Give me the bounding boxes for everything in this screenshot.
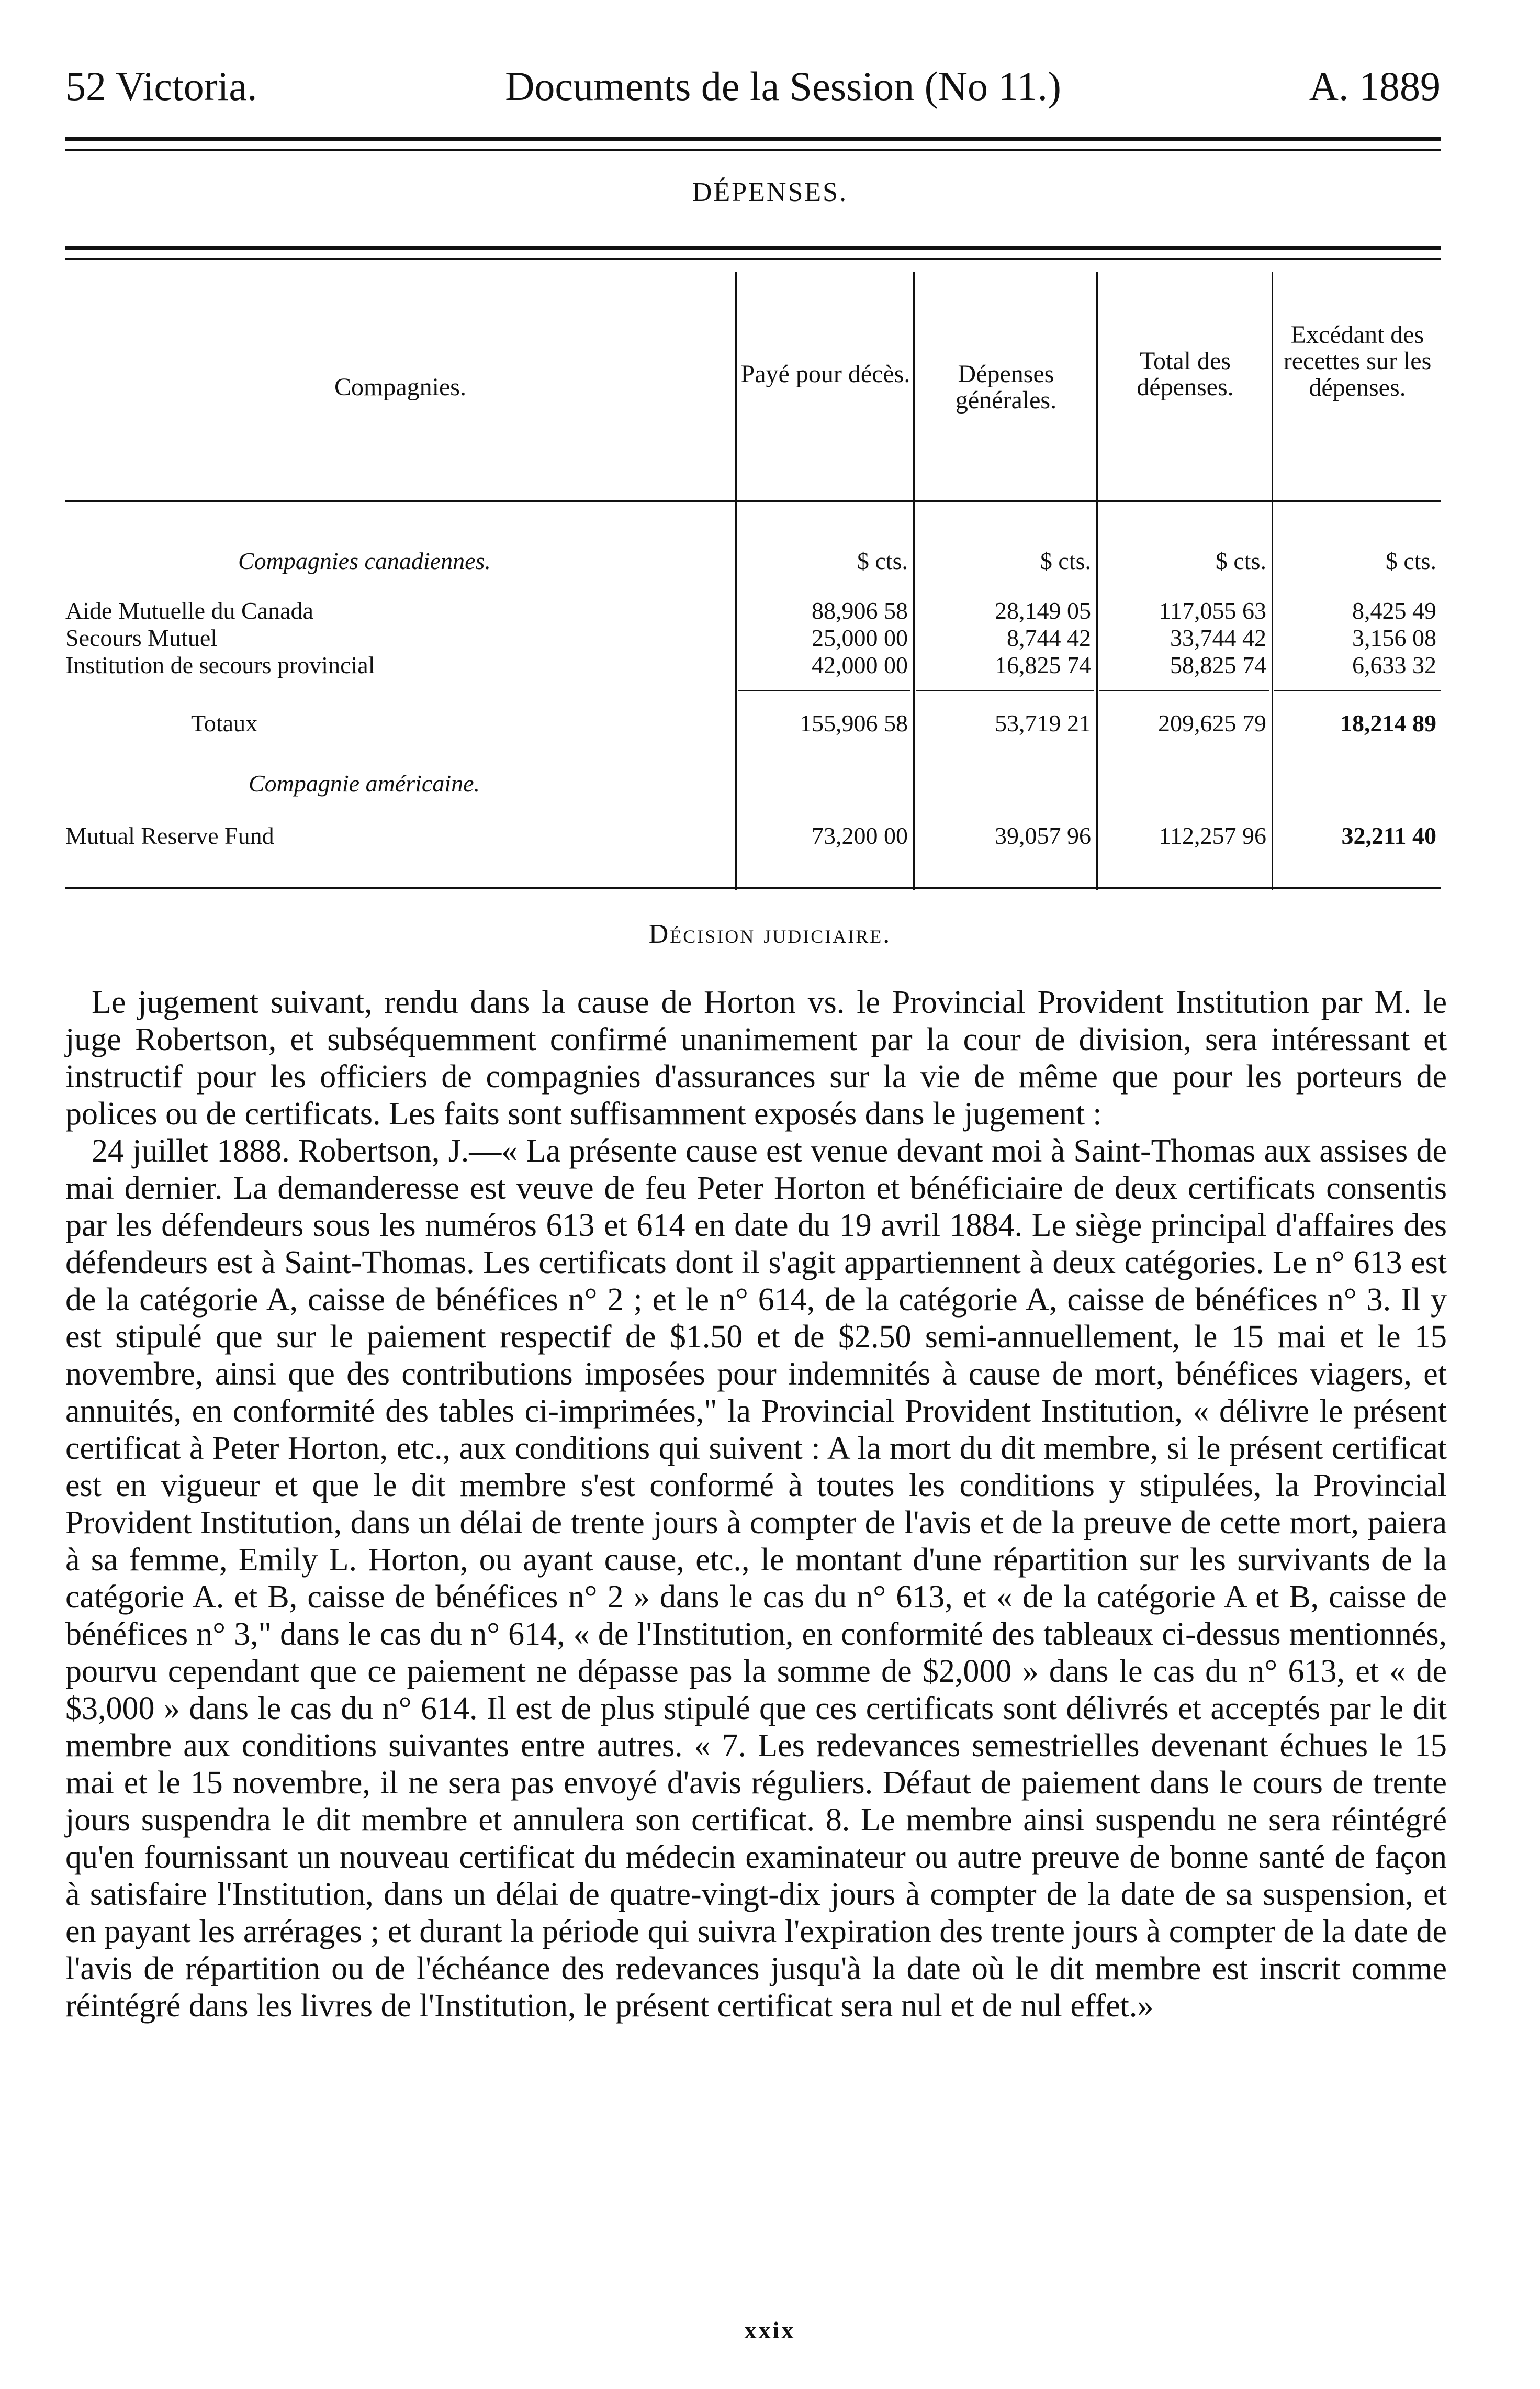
totals-cell: 209,625 79	[1158, 710, 1266, 736]
unit-label: $ cts.	[1215, 548, 1266, 574]
column-divider	[1096, 272, 1098, 890]
table-row-name: Secours Mutuel	[65, 624, 218, 651]
totals-cell: 155,906 58	[800, 710, 908, 736]
header-separator	[65, 500, 1441, 502]
decision-judgment: 24 juillet 1888. Robertson, J.—« La présente cause est venue devant moi à Saint-Thomas aux assises de mai dernier. La demanderesse est veuve de feu Peter Horton et bénéficiaire de deux certificats consentis par les défendeurs sous les numéros 613 et 614 en date du 19 avril 1884. Le siège principal d'affaires des défendeurs est à Saint-Thomas. Les certificats dont il s'agit appartiennent à deux catégories. Le n° 613 est de la catégorie A, caisse de bénéfices n° 2 ; et le n° 614, de la catégorie A, caisse de bénéfices n° 3. Il y est stipulé que sur le paiement respectif de $1.50 et de $2.50 semi-annuellement, le 15 mai et le 15 novembre, ainsi que des contributions imposées pour indemnités à cause de mort, bénéfices viagers, et annuités, en conformité des tables ci-imprimées," la Provincial Provident Institution, « délivre le présent certificat à Peter Horton, etc., aux conditions qui suivent : A la mort du dit membre, si le présent certificat est en vigueur et que le dit membre s'est conformé à toutes les conditions y stipulées, la Provincial Provident Institution, dans un délai de trente jours à compter de l'avis et de la preuve de cette mort, paiera à sa femme, Emily L. Horton, ou ayant cause, etc., le montant d'une répartition sur les survivants de la catégorie A. et B, caisse de bénéfices n° 2 » dans le cas du n° 613, et « de la catégorie A et B, caisse de bénéfices n° 3," dans le cas du n° 614, « de l'Institution, en conformité des tableaux ci-dessus mentionnés, pourvu cependant que ce paiement ne dépasse pas la somme de $2,000 » dans le cas du n° 613, et « de $3,000 » dans le cas du n° 614. Il est de plus stipulé que ces certificats sont délivrés et acceptés par le dit membre aux conditions suivantes entre autres. « 7. Les redevances semestrielles devenant échues le 15 mai et le 15 novembre, il ne sera pas envoyé d'avis réguliers. Défaut de paiement dans le cours de trente jours suspendra le dit membre et annulera son certificat. 8. Le membre ainsi suspendu ne sera réintégré qu'en fournissant un nouveau certificat du médecin examinateur ou autre preuve de bonne santé de façon à satisfaire l'Institution, dans un délai de quatre-vingt-dix jours à compter de la date de sa suspension, et en payant les arrérages ; et durant la période qui suivra l'expiration des trente jours à compter de la date de l'avis de répartition ou de l'échéance des redevances jusqu'à la date où le dit membre est inscrit comme réintégré dans les livres de l'Institution, le présent certificat sera nul et de nul effet.»	[65, 1133, 1447, 2024]
header-session: Documents de la Session (No 11.)	[505, 63, 1062, 109]
column-header-paid-deaths: Payé pour décès.	[740, 360, 910, 388]
table-cell: 3,156 08	[1352, 624, 1436, 651]
totals-cell: 53,719 21	[995, 710, 1091, 736]
header-volume: 52 Victoria.	[65, 63, 257, 109]
table-cell: 42,000 00	[812, 652, 908, 678]
table-cell: 58,825 74	[1170, 652, 1266, 678]
table-cell: 73,200 00	[812, 822, 908, 849]
column-divider	[913, 272, 915, 890]
table-cell: 32,211 40	[1341, 822, 1436, 849]
table-cell: 8,744 42	[1007, 624, 1091, 651]
decision-intro: Le jugement suivant, rendu dans la cause de Horton vs. le Provincial Provident Institution par M. le juge Robertson, et subséquemment confirmé unanimement par la cour de division, sera intéressant et instructif pour les officiers de compagnies d'assurances sur la vie de même que pour les porteurs de polices ou de certificats. Les faits sont suffisamment exposés dans le jugement :	[65, 985, 1447, 1132]
table-cell: 112,257 96	[1159, 822, 1266, 849]
table-cell: 39,057 96	[995, 822, 1091, 849]
table-cell: 88,906 58	[812, 597, 908, 624]
unit-label: $ cts.	[857, 548, 908, 574]
table-cell: 16,825 74	[995, 652, 1091, 678]
sum-rule	[1099, 690, 1269, 691]
column-header-excess: Excédant des recettes sur les dépenses.	[1283, 321, 1432, 401]
sum-rule	[916, 690, 1094, 691]
table-cell: 33,744 42	[1170, 624, 1266, 651]
section-title: DÉPENSES.	[692, 177, 848, 207]
table-row-name: Aide Mutuelle du Canada	[65, 597, 313, 624]
expenses-table	[65, 267, 1441, 890]
column-divider	[1272, 272, 1273, 890]
group-label-american: Compagnie américaine.	[249, 770, 480, 797]
table-cell: 117,055 63	[1159, 597, 1266, 624]
column-divider	[735, 272, 737, 890]
running-header	[65, 63, 1441, 110]
table-row-name: Institution de secours provincial	[65, 652, 375, 678]
unit-label: $ cts.	[1385, 548, 1436, 574]
decision-title: Décision judiciaire.	[648, 919, 892, 949]
decision-body	[65, 984, 1447, 2025]
header-year: A. 1889	[1309, 63, 1441, 109]
sum-rule	[738, 690, 910, 691]
table-top-rule	[65, 246, 1441, 260]
group-label-canadian: Compagnies canadiennes.	[238, 548, 491, 574]
column-header-total-expenses: Total des dépenses.	[1137, 347, 1234, 401]
totals-cell: 18,214 89	[1340, 710, 1436, 736]
table-cell: 6,633 32	[1352, 652, 1436, 678]
column-header-general-expenses: Dépenses générales.	[955, 360, 1057, 415]
page-folio: xxix	[744, 2317, 796, 2343]
unit-label: $ cts.	[1040, 548, 1091, 574]
column-header-companies: Compagnies.	[334, 373, 466, 401]
table-cell: 28,149 05	[995, 597, 1091, 624]
sum-rule	[1274, 690, 1441, 691]
table-row-name: Mutual Reserve Fund	[65, 822, 274, 849]
table-bottom-rule	[65, 887, 1441, 889]
table-cell: 8,425 49	[1352, 597, 1436, 624]
table-cell: 25,000 00	[812, 624, 908, 651]
header-rule	[65, 137, 1441, 151]
totals-label: Totaux	[191, 710, 258, 736]
